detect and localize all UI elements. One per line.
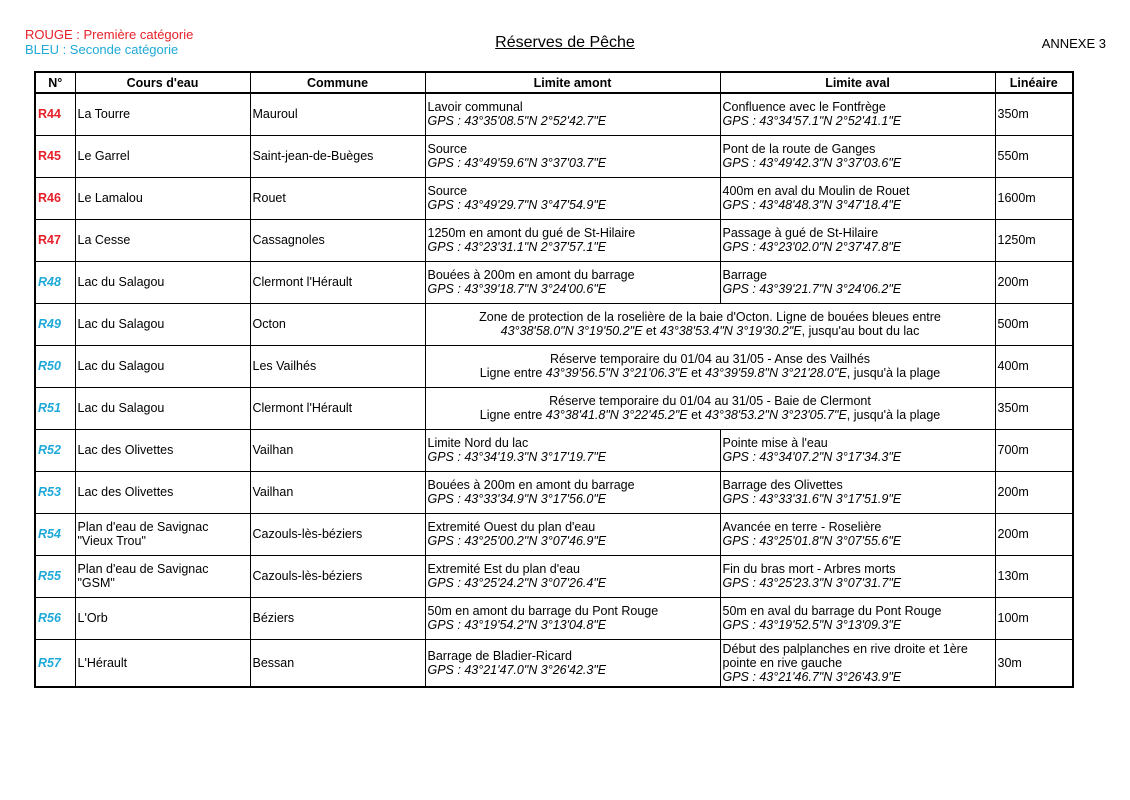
- legend-rouge: ROUGE : Première catégorie: [25, 27, 194, 42]
- cours-eau-name: Plan d'eau de Savignac: [77, 520, 209, 534]
- limite-aval-gps: GPS : 43°39'21.7"N 3°24'06.2"E: [722, 282, 902, 296]
- table-row: [35, 513, 1073, 555]
- lineaire-cell: 30m: [995, 639, 1073, 687]
- limite-aval-cell: [720, 429, 995, 471]
- limite-connector: et: [687, 408, 705, 422]
- cours-eau-cell: [75, 555, 250, 597]
- cours-eau-cell: [75, 93, 250, 135]
- cours-eau-cell: [75, 639, 250, 687]
- cours-eau-cell: [75, 345, 250, 387]
- limite-aval-text: Fin du bras mort - Arbres morts: [722, 562, 896, 576]
- limite-aval-cell: [720, 597, 995, 639]
- limite-aval-gps: GPS : 43°48'48.3"N 3°47'18.4"E: [722, 198, 902, 212]
- commune-cell: Bessan: [250, 639, 425, 687]
- limite-amont-cell: [425, 429, 720, 471]
- limite-aval-gps: GPS : 43°21'46.7"N 3°26'43.9"E: [722, 669, 902, 684]
- reserve-id: R52: [35, 429, 75, 471]
- table-row: [35, 93, 1073, 135]
- limite-aval-gps: GPS : 43°23'02.0"N 2°37'47.8"E: [722, 240, 902, 254]
- limite-aval-gps: GPS : 43°34'07.2"N 3°17'34.3"E: [722, 450, 902, 464]
- limite-suffix: , jusqu'à la plage: [846, 366, 941, 380]
- reserve-id: R46: [35, 177, 75, 219]
- limite-aval-text: Début des palplanches en rive droite et 1ère pointe en rive gauche: [722, 641, 968, 670]
- limite-amont-cell: [425, 471, 720, 513]
- limite-connector: et: [687, 366, 705, 380]
- table-row: [35, 639, 1073, 687]
- lineaire-cell: 500m: [995, 303, 1073, 345]
- limite-amont-text: Extremité Ouest du plan d'eau: [427, 520, 596, 534]
- table-row: [35, 429, 1073, 471]
- limite-aval-cell: [720, 261, 995, 303]
- limite-aval-gps: GPS : 43°33'31.6"N 3°17'51.9"E: [722, 492, 902, 506]
- limite-aval-cell: [720, 639, 995, 687]
- lineaire-cell: 1600m: [995, 177, 1073, 219]
- limite-amont-gps: GPS : 43°25'00.2"N 3°07'46.9"E: [427, 534, 607, 548]
- limite-aval-cell: [720, 177, 995, 219]
- cours-eau-name: Lac des Olivettes: [77, 443, 174, 457]
- legend-bleu: BLEU : Seconde catégorie: [25, 42, 179, 57]
- cours-eau-cell: [75, 177, 250, 219]
- limite-aval-text: 50m en aval du barrage du Pont Rouge: [722, 604, 942, 618]
- gps-coordinate: 43°39'59.8"N 3°21'28.0"E: [704, 366, 847, 380]
- cours-eau-name-line2: "GSM": [77, 576, 115, 590]
- limite-amont-text: Lavoir communal: [427, 100, 523, 115]
- lineaire-cell: 200m: [995, 471, 1073, 513]
- limite-amont-cell: [425, 177, 720, 219]
- limite-aval-cell: [720, 135, 995, 177]
- commune-cell: Mauroul: [250, 93, 425, 135]
- reserve-id: R49: [35, 303, 75, 345]
- reserve-id: R50: [35, 345, 75, 387]
- commune-cell: Cazouls-lès-béziers: [250, 513, 425, 555]
- reserve-id: R44: [35, 93, 75, 135]
- limite-suffix: , jusqu'à la plage: [846, 408, 941, 422]
- commune-cell: Rouet: [250, 177, 425, 219]
- cours-eau-name: Le Lamalou: [77, 191, 143, 205]
- limite-amont-text: Source: [427, 184, 468, 198]
- cours-eau-cell: [75, 219, 250, 261]
- reserve-id: R48: [35, 261, 75, 303]
- limite-merged-cell: [425, 345, 995, 387]
- limite-prefix: Ligne entre: [479, 366, 546, 380]
- lineaire-cell: 200m: [995, 513, 1073, 555]
- limite-amont-gps: GPS : 43°33'34.9"N 3°17'56.0"E: [427, 492, 607, 506]
- gps-coordinate: 43°38'53.4"N 3°19'30.2"E: [659, 324, 802, 338]
- limite-aval-text: Barrage: [722, 268, 767, 282]
- lineaire-cell: 130m: [995, 555, 1073, 597]
- reserves-table: [34, 71, 1074, 688]
- limite-description: Réserve temporaire du 01/04 au 31/05 - Anse des Vailhés: [549, 352, 871, 366]
- cours-eau-name: Lac du Salagou: [77, 401, 165, 415]
- gps-coordinate: 43°38'58.0"N 3°19'50.2"E: [500, 324, 643, 338]
- limite-suffix: , jusqu'au bout du lac: [801, 324, 920, 338]
- header-cours-eau: Cours d'eau: [75, 72, 250, 93]
- limite-amont-text: Bouées à 200m en amont du barrage: [427, 478, 635, 492]
- limite-amont-cell: [425, 513, 720, 555]
- limite-aval-text: Pont de la route de Ganges: [722, 142, 876, 156]
- limite-gps-line: [428, 324, 993, 338]
- limite-aval-cell: [720, 219, 995, 261]
- cours-eau-cell: [75, 387, 250, 429]
- cours-eau-name: L'Orb: [77, 611, 108, 625]
- lineaire-cell: 350m: [995, 93, 1073, 135]
- commune-cell: Cassagnoles: [250, 219, 425, 261]
- limite-amont-gps: GPS : 43°49'29.7"N 3°47'54.9"E: [427, 198, 607, 212]
- table-body: [35, 93, 1073, 687]
- lineaire-cell: 550m: [995, 135, 1073, 177]
- limite-amont-text: Bouées à 200m en amont du barrage: [427, 268, 635, 282]
- limite-amont-text: Barrage de Bladier-Ricard: [427, 648, 573, 663]
- cours-eau-name: L'Hérault: [77, 655, 128, 670]
- header-commune: Commune: [250, 72, 425, 93]
- cours-eau-cell: [75, 429, 250, 471]
- gps-coordinate: 43°38'41.8"N 3°22'45.2"E: [545, 408, 688, 422]
- limite-aval-gps: GPS : 43°19'52.5"N 3°13'09.3"E: [722, 618, 902, 632]
- commune-cell: Clermont l'Hérault: [250, 387, 425, 429]
- gps-coordinate: 43°39'56.5"N 3°21'06.3"E: [545, 366, 688, 380]
- commune-cell: Saint-jean-de-Buèges: [250, 135, 425, 177]
- reserve-id: R57: [35, 639, 75, 687]
- table-row: [35, 597, 1073, 639]
- cours-eau-name: La Cesse: [77, 233, 131, 247]
- limite-amont-cell: [425, 135, 720, 177]
- table-row: [35, 177, 1073, 219]
- limite-prefix: Ligne entre: [479, 408, 546, 422]
- limite-amont-gps: GPS : 43°25'24.2"N 3°07'26.4"E: [427, 576, 607, 590]
- limite-amont-gps: GPS : 43°35'08.5"N 2°52'42.7"E: [427, 114, 607, 129]
- gps-coordinate: 43°38'53.2"N 3°23'05.7"E: [704, 408, 847, 422]
- cours-eau-name: Le Garrel: [77, 149, 130, 163]
- cours-eau-cell: [75, 471, 250, 513]
- lineaire-cell: 100m: [995, 597, 1073, 639]
- reserve-id: R56: [35, 597, 75, 639]
- limite-aval-gps: GPS : 43°25'01.8"N 3°07'55.6"E: [722, 534, 902, 548]
- limite-aval-text: 400m en aval du Moulin de Rouet: [722, 184, 910, 198]
- limite-merged-cell: [425, 303, 995, 345]
- cours-eau-cell: [75, 135, 250, 177]
- limite-aval-cell: [720, 93, 995, 135]
- commune-cell: Vailhan: [250, 471, 425, 513]
- cours-eau-name: Lac du Salagou: [77, 359, 165, 373]
- limite-amont-text: 1250m en amont du gué de St-Hilaire: [427, 226, 636, 240]
- limite-aval-gps: GPS : 43°34'57.1"N 2°52'41.1"E: [722, 114, 902, 129]
- page-title: Réserves de Pêche: [495, 34, 635, 51]
- reserve-id: R45: [35, 135, 75, 177]
- table-row: [35, 387, 1073, 429]
- limite-aval-text: Avancée en terre - Roselière: [722, 520, 882, 534]
- limite-amont-cell: [425, 93, 720, 135]
- reserve-id: R53: [35, 471, 75, 513]
- limite-amont-cell: [425, 555, 720, 597]
- limite-amont-text: Extremité Est du plan d'eau: [427, 562, 580, 576]
- header-numero: N°: [35, 72, 75, 93]
- cours-eau-cell: [75, 303, 250, 345]
- table-row: [35, 261, 1073, 303]
- annexe-label: ANNEXE 3: [1041, 36, 1106, 51]
- table-row: [35, 219, 1073, 261]
- limite-gps-line: [428, 408, 993, 422]
- header-limite-amont: Limite amont: [425, 72, 720, 93]
- table-row: [35, 135, 1073, 177]
- lineaire-cell: 400m: [995, 345, 1073, 387]
- limite-description: Zone de protection de la roselière de la baie d'Octon. Ligne de bouées bleues entre: [479, 310, 941, 324]
- commune-cell: Octon: [250, 303, 425, 345]
- reserve-id: R55: [35, 555, 75, 597]
- limite-aval-gps: GPS : 43°25'23.3"N 3°07'31.7"E: [722, 576, 902, 590]
- cours-eau-name: Lac du Salagou: [77, 317, 165, 331]
- cours-eau-name: Plan d'eau de Savignac: [77, 562, 209, 576]
- limite-amont-gps: GPS : 43°34'19.3"N 3°17'19.7"E: [427, 450, 607, 464]
- limite-amont-cell: [425, 219, 720, 261]
- limite-aval-text: Confluence avec le Fontfrège: [722, 100, 886, 115]
- lineaire-cell: 700m: [995, 429, 1073, 471]
- limite-amont-gps: GPS : 43°21'47.0"N 3°26'42.3"E: [427, 662, 607, 677]
- limite-merged-cell: [425, 387, 995, 429]
- lineaire-cell: 1250m: [995, 219, 1073, 261]
- reserve-id: R47: [35, 219, 75, 261]
- table-row: [35, 345, 1073, 387]
- table-row: [35, 555, 1073, 597]
- lineaire-cell: 350m: [995, 387, 1073, 429]
- reserve-id: R54: [35, 513, 75, 555]
- cours-eau-name: Lac des Olivettes: [77, 485, 174, 499]
- limite-amont-cell: [425, 597, 720, 639]
- limite-aval-cell: [720, 513, 995, 555]
- limite-aval-text: Pointe mise à l'eau: [722, 436, 828, 450]
- header-lineaire: Linéaire: [995, 72, 1073, 93]
- table-row: [35, 471, 1073, 513]
- limite-aval-cell: [720, 555, 995, 597]
- limite-connector: et: [642, 324, 660, 338]
- limite-amont-text: Source: [427, 142, 468, 156]
- commune-cell: Les Vailhés: [250, 345, 425, 387]
- cours-eau-cell: [75, 597, 250, 639]
- table-row: [35, 303, 1073, 345]
- lineaire-cell: 200m: [995, 261, 1073, 303]
- limite-amont-gps: GPS : 43°23'31.1"N 2°37'57.1"E: [427, 240, 607, 254]
- cours-eau-cell: [75, 513, 250, 555]
- cours-eau-name-line2: "Vieux Trou": [77, 534, 146, 548]
- limite-amont-cell: [425, 261, 720, 303]
- limite-aval-text: Barrage des Olivettes: [722, 478, 843, 492]
- cours-eau-name: La Tourre: [77, 107, 131, 122]
- commune-cell: Vailhan: [250, 429, 425, 471]
- commune-cell: Clermont l'Hérault: [250, 261, 425, 303]
- limite-description: Réserve temporaire du 01/04 au 31/05 - Baie de Clermont: [549, 394, 871, 408]
- limite-amont-text: 50m en amont du barrage du Pont Rouge: [427, 604, 659, 618]
- table-header-row: [35, 72, 1073, 93]
- cours-eau-cell: [75, 261, 250, 303]
- limite-aval-gps: GPS : 43°49'42.3"N 3°37'03.6"E: [722, 156, 902, 170]
- limite-aval-text: Passage à gué de St-Hilaire: [722, 226, 879, 240]
- reserve-id: R51: [35, 387, 75, 429]
- header-limite-aval: Limite aval: [720, 72, 995, 93]
- limite-amont-text: Limite Nord du lac: [427, 436, 529, 450]
- limite-amont-gps: GPS : 43°19'54.2"N 3°13'04.8"E: [427, 618, 607, 632]
- commune-cell: Béziers: [250, 597, 425, 639]
- limite-amont-gps: GPS : 43°49'59.6"N 3°37'03.7"E: [427, 156, 607, 170]
- commune-cell: Cazouls-lès-béziers: [250, 555, 425, 597]
- limite-gps-line: [428, 366, 993, 380]
- limite-amont-cell: [425, 639, 720, 687]
- limite-aval-cell: [720, 471, 995, 513]
- cours-eau-name: Lac du Salagou: [77, 275, 165, 289]
- limite-amont-gps: GPS : 43°39'18.7"N 3°24'00.6"E: [427, 282, 607, 296]
